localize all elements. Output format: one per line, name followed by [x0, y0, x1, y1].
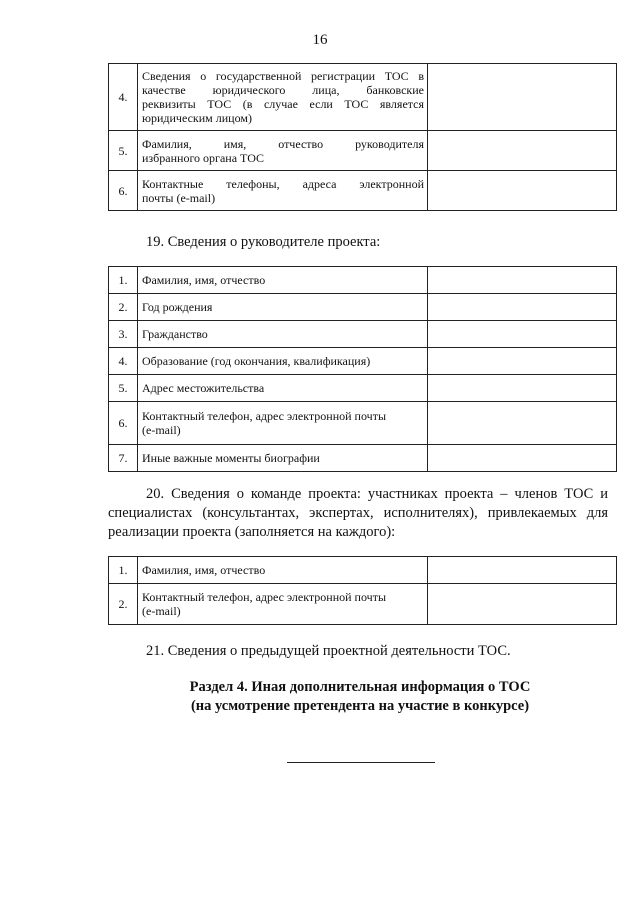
row-description: Фамилия, имя, отчество: [138, 557, 428, 584]
project-leader-table: [108, 266, 617, 472]
row-number: 1.: [109, 267, 138, 294]
page-number: 16: [312, 32, 328, 48]
table-row: [109, 557, 617, 584]
row-description-line: Сведения о государственной регистрации ТОС в: [142, 69, 424, 83]
row-description: [138, 131, 428, 171]
value-cell[interactable]: [428, 584, 617, 625]
table-row: [109, 375, 617, 402]
row-description-line: реквизиты ТОС (в случае если ТОС является: [142, 97, 424, 111]
row-description-line: избранного органа ТОС: [142, 150, 265, 165]
row-description: Фамилия, имя, отчество: [138, 267, 428, 294]
row-description: [138, 171, 428, 211]
row-number: 5.: [109, 131, 138, 171]
row-description-line: (e-mail): [142, 423, 181, 437]
row-number: 4.: [109, 348, 138, 375]
value-cell[interactable]: [428, 402, 617, 445]
row-number: 1.: [109, 557, 138, 584]
value-cell[interactable]: [428, 64, 617, 131]
table-row: [109, 64, 617, 131]
row-description: [138, 64, 428, 131]
signature-line: [287, 762, 435, 763]
row-description-line: почты (e-mail): [142, 190, 216, 205]
row-description-line: Фамилия, имя, отчество руководителя: [142, 136, 424, 151]
table-row: [109, 294, 617, 321]
value-cell[interactable]: [428, 267, 617, 294]
section-19-title: 19. Сведения о руководителе проекта:: [146, 234, 381, 250]
row-description-line: юридическим лицом): [142, 111, 252, 125]
table-row: [109, 445, 617, 472]
row-number: 2.: [109, 584, 138, 625]
section-20-line: реализации проекта (заполняется на каждого):: [108, 524, 396, 540]
row-number: 3.: [109, 321, 138, 348]
row-description-line: качестве юридического лица, банковские: [142, 83, 424, 97]
value-cell[interactable]: [428, 321, 617, 348]
table-row: [109, 171, 617, 211]
value-cell[interactable]: [428, 131, 617, 171]
row-description-line: Контактный телефон, адрес электронной почты: [142, 409, 387, 423]
row-description: Иные важные моменты биографии: [138, 445, 428, 472]
row-number: 6.: [109, 402, 138, 445]
value-cell[interactable]: [428, 171, 617, 211]
row-number: 2.: [109, 294, 138, 321]
section-4-subheading: (на усмотрение претендента на участие в конкурсе): [190, 698, 530, 714]
table-row: [109, 584, 617, 625]
value-cell[interactable]: [428, 375, 617, 402]
row-number: 5.: [109, 375, 138, 402]
row-description: Гражданство: [138, 321, 428, 348]
value-cell[interactable]: [428, 348, 617, 375]
row-description: [138, 584, 428, 625]
row-description: Образование (год окончания, квалификация): [138, 348, 428, 375]
row-description: [138, 402, 428, 445]
table-row: [109, 267, 617, 294]
row-description-line: Контактные телефоны, адреса электронной: [142, 176, 424, 191]
row-description-line: (e-mail): [142, 604, 181, 618]
table-row: [109, 348, 617, 375]
value-cell[interactable]: [428, 294, 617, 321]
section-21-title: 21. Сведения о предыдущей проектной деятельности ТОС.: [146, 643, 511, 659]
section-20-line: специалистах (консультантах, экспертах, исполнителях), привлекаемых для: [108, 505, 608, 521]
table-row: [109, 321, 617, 348]
value-cell[interactable]: [428, 557, 617, 584]
row-description-line: Контактный телефон, адрес электронной почты: [142, 590, 387, 604]
value-cell[interactable]: [428, 445, 617, 472]
row-description: Год рождения: [138, 294, 428, 321]
project-team-table: [108, 556, 617, 625]
row-description: Адрес местожительства: [138, 375, 428, 402]
row-number: 4.: [109, 64, 138, 131]
row-number: 6.: [109, 171, 138, 211]
tos-info-table: [108, 63, 617, 211]
row-number: 7.: [109, 445, 138, 472]
section-4-heading: Раздел 4. Иная дополнительная информация о ТОС: [189, 679, 531, 695]
table-row: [109, 131, 617, 171]
table-row: [109, 402, 617, 445]
section-20-line: 20. Сведения о команде проекта: участниках проекта – членов ТОС и: [146, 486, 608, 502]
